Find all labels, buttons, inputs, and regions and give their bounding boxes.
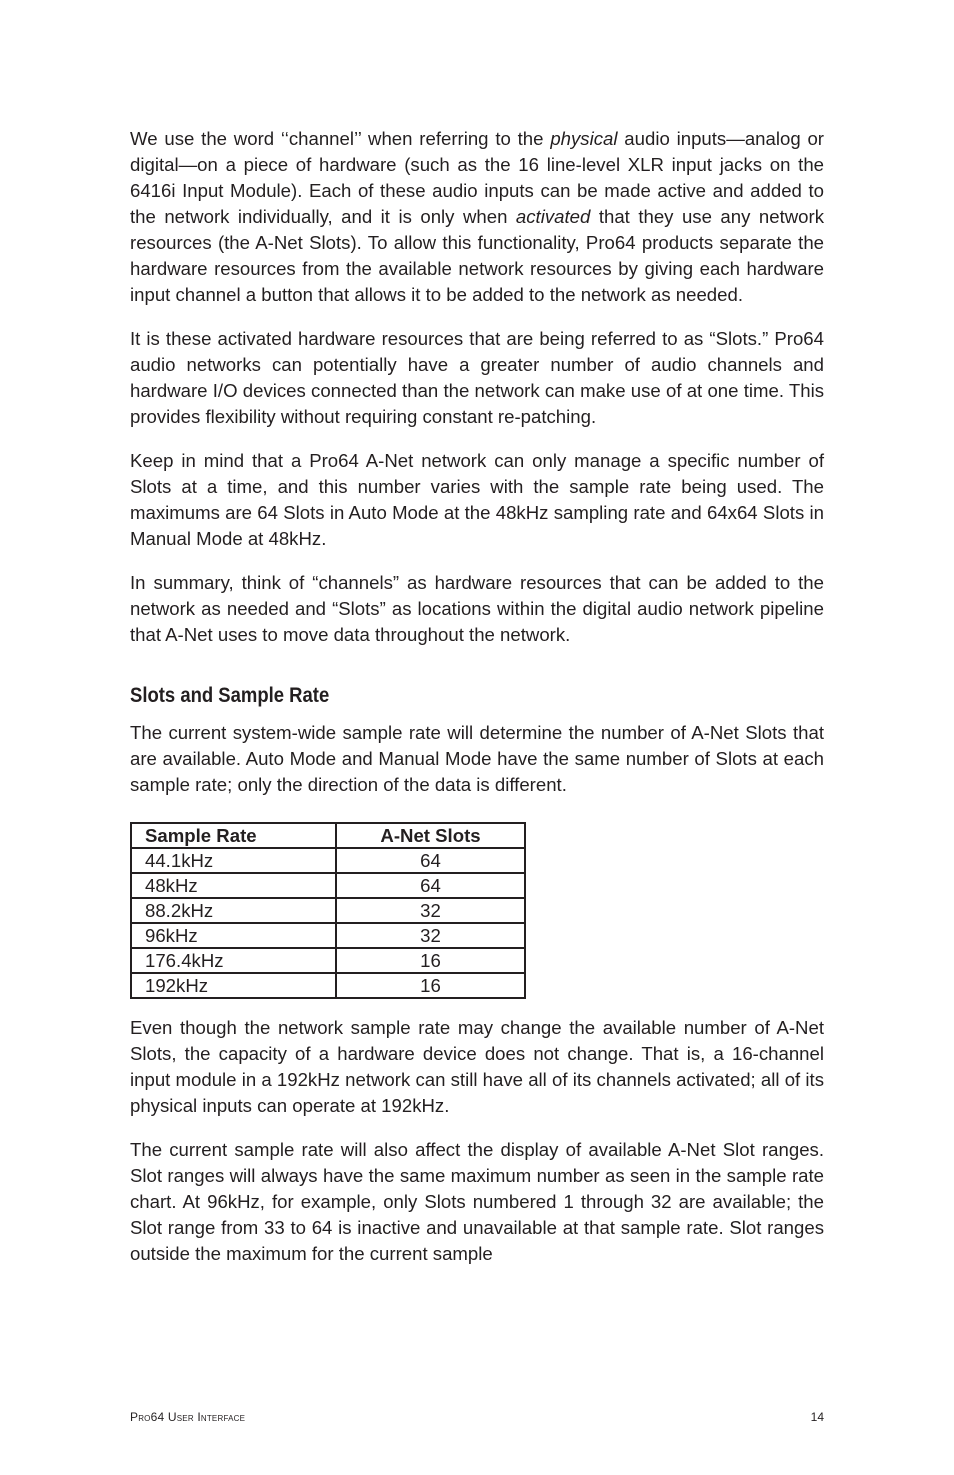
emphasis-text: physical — [550, 128, 618, 149]
table-row — [131, 873, 525, 898]
page-number: 14 — [810, 1410, 824, 1424]
emphasis-text: activated — [515, 206, 591, 227]
paragraph-slot-ranges: The current sample rate will also affect the display of available A-Net Slot ranges. Slot ranges will always have the same maximum number as seen in the sample rate chart. At 96kHz, for example, only Slots numbered 1 through 32 are available; the Slot range from 33 to 64 is inactive and unavailable at that sample rate. Slot ranges outside the maximum for the current sample — [130, 1139, 824, 1264]
table-cell-slots: 16 — [336, 948, 525, 973]
intro-section — [130, 126, 824, 648]
paragraph-channels: We use the word ‘‘channel’’ when referring to the physical audio inputs—analog or digital—on a piece of hardware (such as the 16 line-level XLR input jacks on the 6416i Input Module). Each of these audio inputs can be made active and added to the network individually, and it is only when activated that they use any network resources (the A-Net Slots). To allow this functionality, Pro64 products separate the hardware resources from the available network resources by giving each hardware input channel a button that allows it to be added to the network as needed. — [130, 128, 825, 305]
paragraph-slots: It is these activated hardware resources that are being referred to as “Slots.” Pro64 audio networks can potentially have a greater number of audio channels and hardware I/O devices connected than the network can make use of at one time. This provides flexibility without requiring constant re-patching. — [130, 328, 824, 427]
table-row — [131, 923, 525, 948]
paragraph-maximums: Keep in mind that a Pro64 A-Net network can only manage a specific number of Slots at a time, and this number varies with the sample rate being used. The maximums are 64 Slots in Auto Mode at the 48kHz sampling rate and 64x64 Slots in Manual Mode at 48kHz. — [130, 450, 824, 549]
section-heading: Slots and Sample Rate — [130, 684, 330, 707]
table-row — [131, 973, 525, 998]
table-cell-slots: 16 — [336, 973, 525, 998]
table-cell-slots: 32 — [336, 898, 525, 923]
table-cell-slots: 32 — [336, 923, 525, 948]
footer-title: Pro64 User Interface — [130, 1410, 246, 1424]
table-header-row — [131, 823, 525, 848]
table-cell-sample-rate: 176.4kHz — [131, 948, 336, 973]
paragraph-capacity: Even though the network sample rate may change the available number of A-Net Slots, the capacity of a hardware device does not change. That is, a 16-channel input module in a 192kHz network can still have all of its channels activated; all of its physical inputs can operate at 192kHz. — [130, 1017, 824, 1116]
table-cell-sample-rate: 88.2kHz — [131, 898, 336, 923]
table-row — [131, 898, 525, 923]
table-cell-sample-rate: 192kHz — [131, 973, 336, 998]
table-cell-sample-rate: 48kHz — [131, 873, 336, 898]
page-content — [130, 126, 824, 1285]
table-cell-slots: 64 — [336, 873, 525, 898]
paragraph-summary: In summary, think of “channels” as hardware resources that can be added to the network as needed and “Slots” as locations within the digital audio network pipeline that A-Net uses to move data throughout the network. — [130, 572, 824, 645]
table-row — [131, 848, 525, 873]
table-cell-slots: 64 — [336, 848, 525, 873]
table-cell-sample-rate: 96kHz — [131, 923, 336, 948]
section-lead-paragraph: The current system-wide sample rate will determine the number of A-Net Slots that are available. Auto Mode and Manual Mode have the same number of Slots at each sample rate; only the direction of the data is different. — [130, 722, 824, 795]
table-row — [131, 948, 525, 973]
sample-rate-table — [130, 822, 526, 999]
table-cell-sample-rate: 44.1kHz — [131, 848, 336, 873]
table-header-anet-slots: A-Net Slots — [336, 823, 525, 848]
table-header-sample-rate: Sample Rate — [131, 823, 336, 848]
